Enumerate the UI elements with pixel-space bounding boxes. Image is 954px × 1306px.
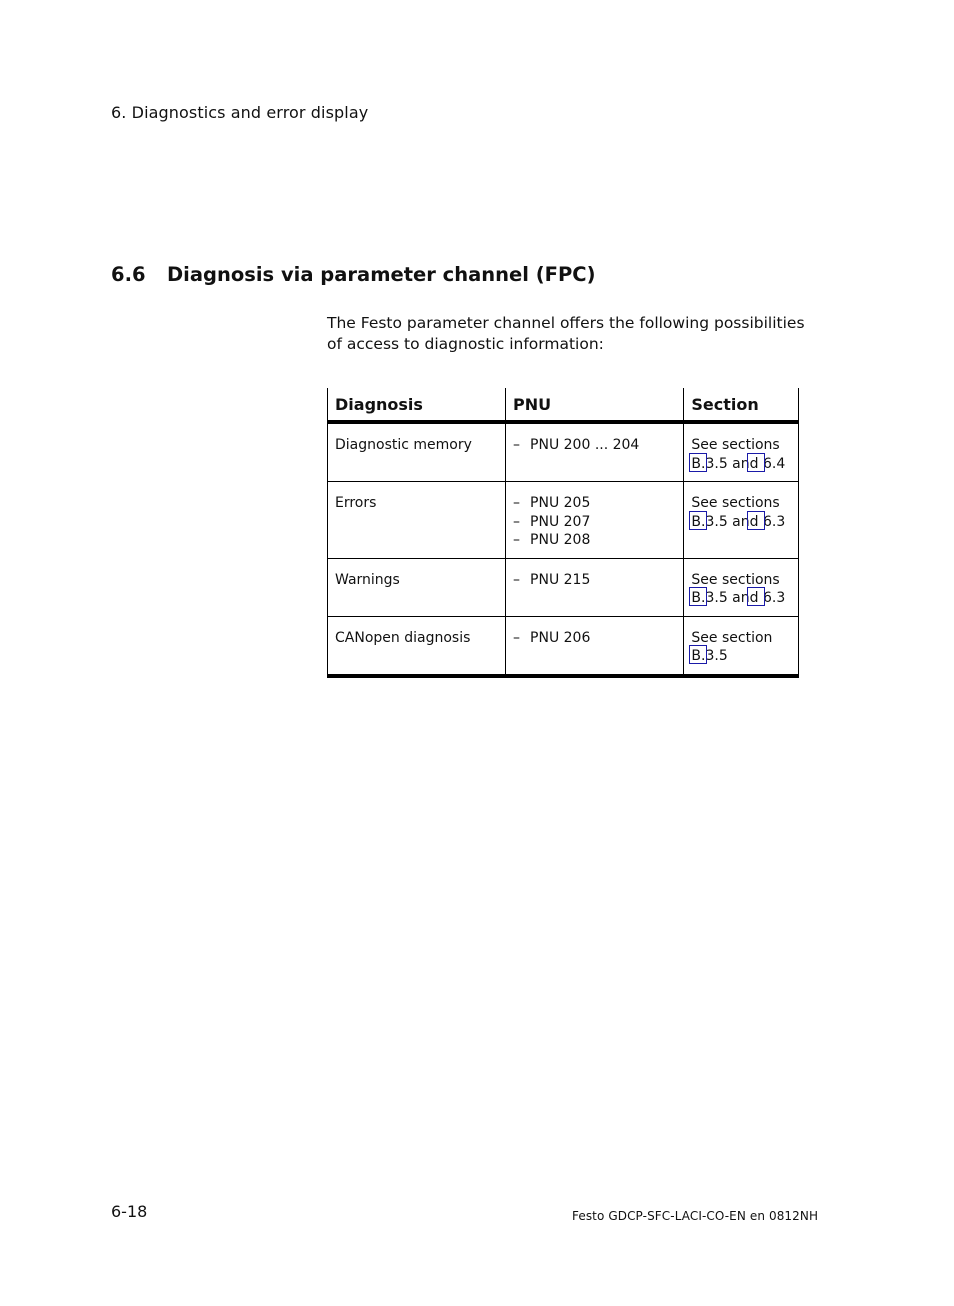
cell-diagnosis: Errors — [328, 482, 506, 559]
cell-section — [684, 558, 799, 616]
table-row — [328, 422, 799, 482]
link-box-icon[interactable] — [747, 453, 765, 472]
cell-section — [684, 616, 799, 676]
pnu-item: – PNU 208 — [513, 531, 676, 550]
section-ref-link[interactable]: B.3.5 and 6.3 — [691, 513, 791, 532]
header-section: Section — [684, 388, 799, 422]
section-ref-link[interactable]: B.3.5 and 6.4 — [691, 455, 791, 474]
cell-pnu — [506, 558, 684, 616]
cell-pnu — [506, 422, 684, 482]
section-heading — [111, 263, 596, 286]
header-diagnosis: Diagnosis — [328, 388, 506, 422]
section-ref-link[interactable]: B.3.5 — [691, 647, 791, 666]
table-header-row — [328, 388, 799, 422]
link-box-icon[interactable] — [689, 587, 707, 606]
pnu-item: – PNU 200 ... 204 — [513, 436, 676, 455]
cell-pnu — [506, 616, 684, 676]
diagnosis-table — [327, 388, 799, 678]
section-ref-label: See sections — [691, 571, 780, 588]
section-ref-label: See section — [691, 629, 773, 646]
table-row — [328, 482, 799, 559]
table-row — [328, 616, 799, 676]
header-pnu: PNU — [506, 388, 684, 422]
link-box-icon[interactable] — [689, 645, 707, 664]
intro-paragraph: The Festo parameter channel offers the following possibilities of access to diagnostic information: — [327, 314, 805, 353]
pnu-item: – PNU 215 — [513, 571, 676, 590]
section-ref-label: See sections — [691, 495, 780, 511]
cell-pnu — [506, 482, 684, 559]
link-box-icon[interactable] — [747, 587, 765, 606]
table-row — [328, 558, 799, 616]
page-number: 6-18 — [111, 1202, 148, 1221]
cell-section — [684, 482, 799, 559]
section-number: 6.6 — [111, 263, 146, 286]
link-box-icon[interactable] — [689, 453, 707, 472]
document-id: Festo GDCP-SFC-LACI-CO-EN en 0812NH — [572, 1209, 819, 1223]
link-box-icon[interactable] — [747, 511, 765, 530]
cell-section — [684, 422, 799, 482]
chapter-header: 6. Diagnostics and error display — [111, 103, 369, 122]
pnu-item: – PNU 207 — [513, 513, 676, 532]
pnu-item: – PNU 206 — [513, 629, 676, 648]
section-ref-link[interactable]: B.3.5 and 6.3 — [691, 589, 791, 608]
cell-diagnosis: Warnings — [328, 558, 506, 616]
link-box-icon[interactable] — [689, 511, 707, 530]
cell-diagnosis: CANopen diagnosis — [328, 616, 506, 676]
section-ref-label: See sections — [691, 437, 780, 453]
cell-diagnosis: Diagnostic memory — [328, 422, 506, 482]
pnu-item: – PNU 205 — [513, 494, 676, 513]
section-title: Diagnosis via parameter channel (FPC) — [167, 263, 596, 286]
